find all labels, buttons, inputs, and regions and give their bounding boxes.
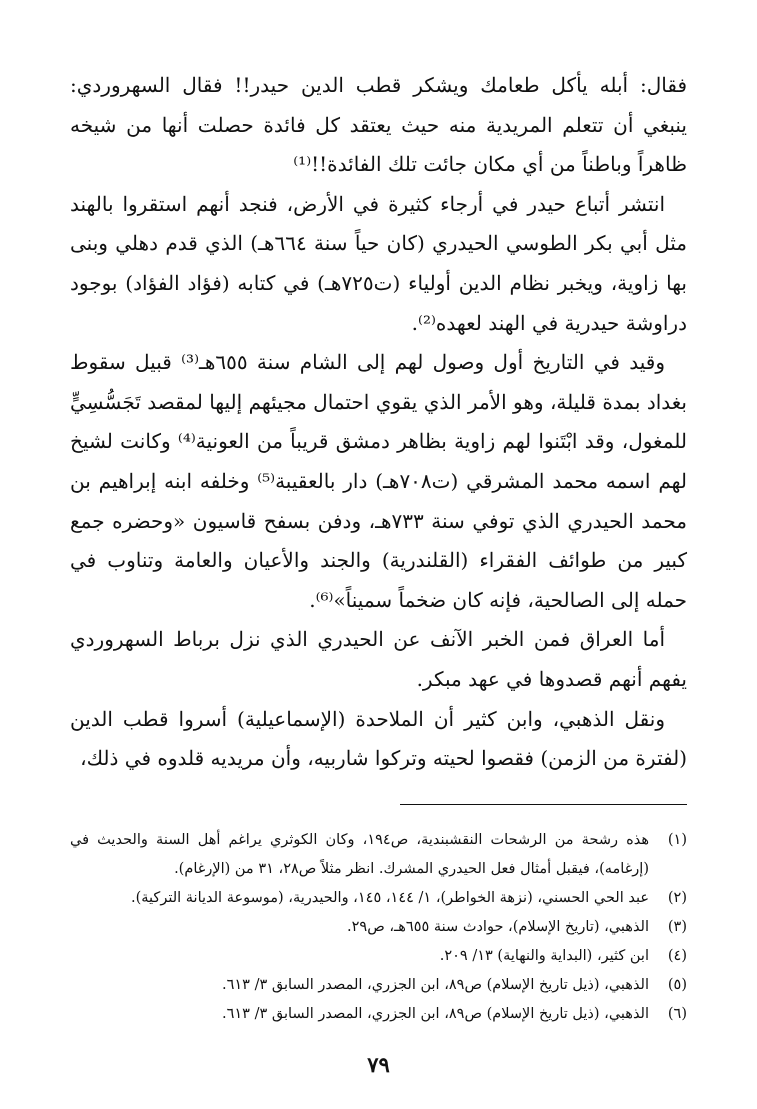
footnote-separator [400, 804, 687, 805]
footnotes [70, 826, 687, 1029]
paragraph: فقال: أبله يأكل طعامك ويشكر قطب الدين حيدر!! فقال السهروردي: ينبغي أن تتعلم المريدية منه حيث يعتقد كل فائدة حصلت أنها من شيخه ظاهراً وباطناً من أي مكان جائت تلك الفائدة!!⁽¹⁾ [70, 73, 687, 177]
footnote [70, 971, 687, 1000]
footnote-number: (٥) [667, 977, 687, 993]
paragraph: أما العراق فمن الخبر الآنف عن الحيدري الذي نزل برباط السهروردي يفهم أنهم قصدوها في عهد مبكر. [70, 627, 687, 691]
footnote [70, 942, 687, 971]
footnote-text: الذهبي، (ذيل تاريخ الإسلام) ص٨٩، ابن الجزري، المصدر السابق ٣/ ٦١٣. [221, 977, 649, 993]
page-number: ٧٩ [367, 1052, 390, 1077]
footnote-number: (٦) [667, 1006, 687, 1022]
footnote-text: الذهبي، (ذيل تاريخ الإسلام) ص٨٩، ابن الجزري، المصدر السابق ٣/ ٦١٣. [221, 1006, 649, 1022]
footnote-number: (٣) [667, 919, 687, 935]
footnote-number: (١) [667, 832, 687, 848]
main-text [70, 66, 687, 779]
paragraph: وقيد في التاريخ أول وصول لهم إلى الشام سنة ٦٥٥هـ⁽³⁾ قبيل سقوط بغداد بمدة قليلة، وهو الأمر الذي يقوي احتمال مجيئهم إليها لمقصد تَجَسُّسِيٍّ للمغول، وقد ابْتَنوا لهم زاوية بظاهر دمشق قريباً من العونية⁽⁴⁾ وكانت لشيخ لهم اسمه محمد المشرقي (ت٧٠٨هـ) دار بالعقيبة⁽⁵⁾ وخلفه ابنه إبراهيم بن محمد الحيدري الذي توفي سنة ٧٣٣هـ، ودفن بسفح قاسيون «وحضره جمع كبير من طوائف الفقراء (القلندرية) والجند والأعيان والعامة وتناوب في حمله إلى الصالحية، فإنه كان ضخماً سميناً»⁽⁶⁾. [70, 350, 687, 612]
footnote [70, 1000, 687, 1029]
footnote-text: عبد الحي الحسني، (نزهة الخواطر)، ١/ ١٤٤، ١٤٥، والحيدرية، (موسوعة الديانة التركية). [131, 890, 649, 906]
footnote-text: ابن كثير، (البداية والنهاية) ١٣/ ٢٠٩. [439, 948, 649, 964]
footnote [70, 913, 687, 942]
footnote-number: (٢) [667, 890, 687, 906]
footnote-text: الذهبي، (تاريخ الإسلام)، حوادث سنة ٦٥٥هـ، ص٢٩. [347, 919, 649, 935]
paragraph: ونقل الذهبي، وابن كثير أن الملاحدة (الإسماعيلية) أسروا قطب الدين (لفترة من الزمن) فقصوا لحيته وتركوا شاربيه، وأن مريديه قلدوه في ذلك، [70, 706, 687, 771]
footnote [70, 826, 687, 884]
footnote-number: (٤) [667, 948, 687, 964]
paragraph: انتشر أتباع حيدر في أرجاء كثيرة في الأرض، فنجد أنهم استقروا بالهند مثل أبي بكر الطوسي الحيدري (كان حياً سنة ٦٦٤هـ) الذي قدم دهلي وبنى بها زاوية، ويخبر نظام الدين أولياء (ت٧٢٥هـ) في كتابه (فؤاد الفؤاد) بوجود دراوشة حيدرية في الهند لعهده⁽²⁾. [70, 191, 687, 335]
book-page [70, 66, 687, 1109]
footnote-text: هذه رشحة من الرشحات النقشبندية، ص١٩٤، وكان الكوثري يراغم أهل السنة والحديث في (إرغامه)، فيقبل أمثال فعل الحيدري المشرك. انظر مثلاً ص٢٨، ٣١ من (الإرغام). [70, 832, 649, 877]
footnote [70, 884, 687, 913]
